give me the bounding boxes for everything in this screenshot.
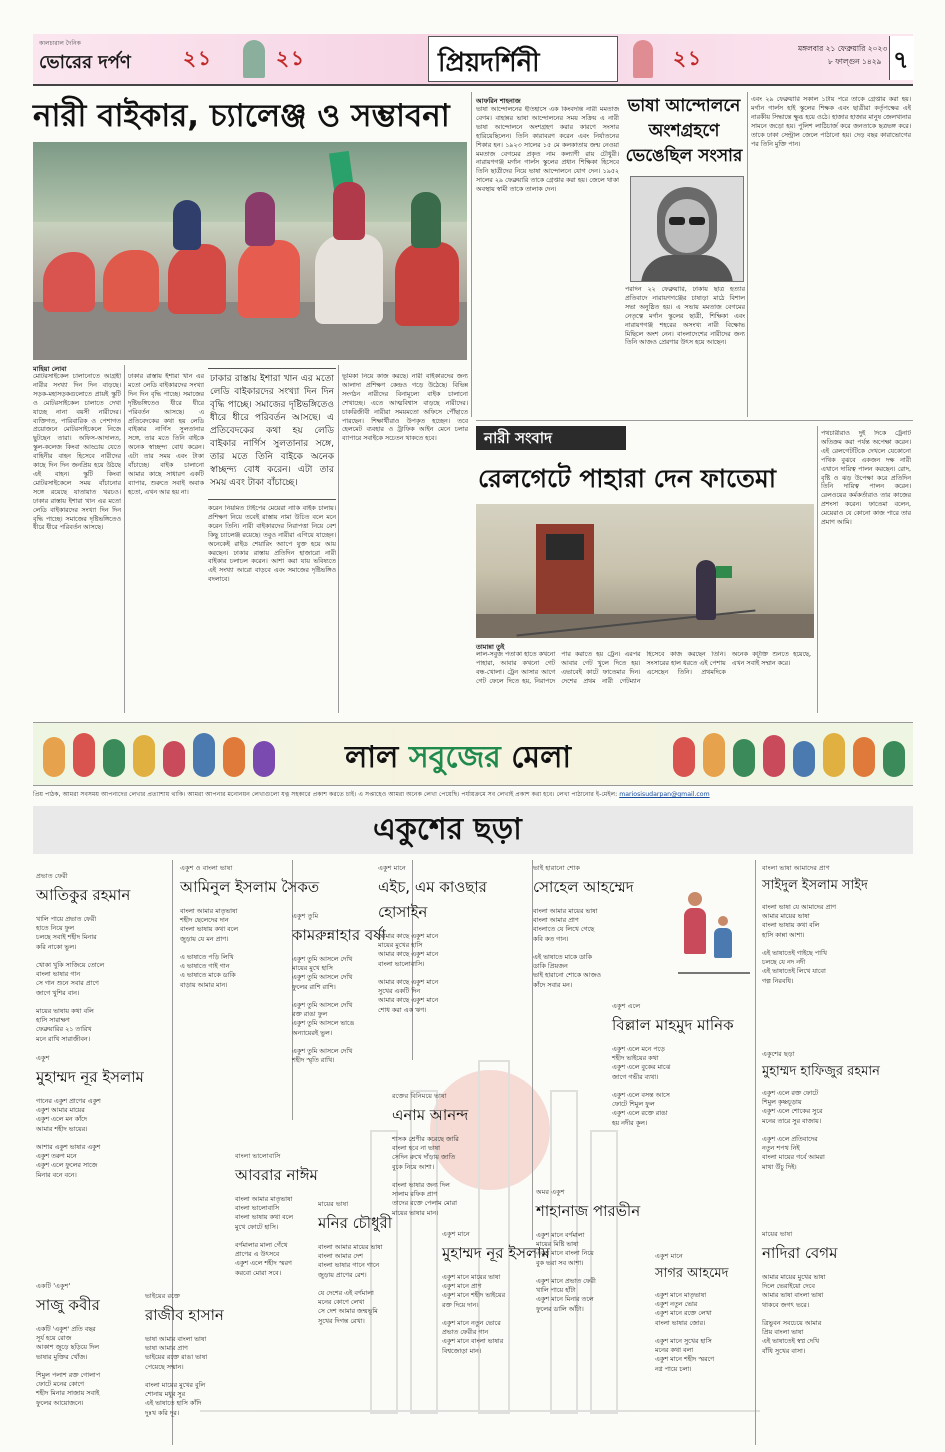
poem-lines: খালি পায়ে প্রভাত ফেরী হাতে নিয়ে ফুল চলছে সবাই শহীদ মিনার করি নাকো ভুল। খোকা খুকি সাজিয়ে তোলে বাংলা ভাষার গান সে গান শুনে সবার প্রাণে জাগে খুশির বান। মায়ের ভাষায় কথা বলি হাসি সারাক্ষণ ফেব্রুয়ারির ২১ তারিখ মনে রাখি সারাজীবন। xyxy=(36,915,105,1043)
poem-18 xyxy=(762,1228,912,1356)
poem-title: মায়ের ভাষা xyxy=(318,1200,349,1208)
poem-lines: বাংলা ভাষা যে আমাদের প্রাণ আমার মায়ের ভাষা বাংলা ভাষায় কথা বলি হাসি কান্না আশা। এই ভাষাতেই গাইছে পাখি চলছে যে নদ নদী এই ভাষাতেই লিখে যাবো গল্প নিরবধি। xyxy=(762,903,836,985)
lang-headline-text: ভাষা আন্দোলনে অংশগ্রহণে ভেঙেছিল সংসার xyxy=(625,96,743,166)
poems-heading-band xyxy=(33,806,913,854)
poem-title: একুশের ছড়া xyxy=(762,1050,795,1058)
women-news-label xyxy=(476,426,626,450)
poem-author: কামরুন্নাহার বর্ষা xyxy=(292,926,386,944)
poem-title: ভাই হারানো শোক xyxy=(533,864,580,872)
mela-title-sabujer: সবুজের xyxy=(408,740,501,775)
women-news-headline xyxy=(478,458,813,500)
poem-12 xyxy=(533,862,673,990)
poem-lines: একটি 'একুশ' প্রতি বছর সূর্য হয়ে রোজ আকাশ জুড়ে ছড়িয়ে দিল ভাষার মুক্তির খোঁজ। শিমুল পলাশ রক্ত গোলাপ ফোটে মনের কোণে শহীদ মিনার সাজায় সবাই ফুলের আয়োজনে। xyxy=(36,1325,101,1407)
mela-banner xyxy=(33,722,913,786)
poem-author: মুহাম্মদ নূর ইসলাম xyxy=(36,1068,144,1086)
lang-col-left: ভাষা আন্দোলনের ইতিহাসে এক কিংবদন্তি নারী মমতাজ বেগম। বাহান্নর ভাষা আন্দোলনের সময় সক্রিয় এ নারী ভাষা আন্দোলনে অংশগ্রহণ করার কারণে সংসার হারিয়েছিলেন। তিনি কারাবরণ করেন এবং নির্যাতনের শিকার হন। ১৯২৩ সালের ১৫ মে কলকাতায় জন্ম নেওয়া মমতাজ বেগমের প্রকৃত নাম কল্যাণী রায় চৌধুরী। নারায়ণগঞ্জ মর্গান গার্লস স্কুলের প্রধান শিক্ষিকা হিসেবে তিনি ছাত্রীদের নিয়ে ভাষা আন্দোলনে যোগ দেন। ১৯৫২ সালের ২৯ ফেব্রুয়ারি তাকে গ্রেপ্তার করা হয়। জেলে থাকা অবস্থায় স্বামী তাকে তালাক দেন। xyxy=(476,106,619,194)
poem-15 xyxy=(655,1250,753,1374)
poem-author: শাহানাজ পারভীন xyxy=(536,1202,641,1220)
poem-lines: একুশ মানে মাতৃভাষা একুশ নতুন ভোর একুশ মানে রক্তে লেখা বাংলা ভাষার জোর। একুশ মানে সুখের হাসি মনের কথা বলা একুশ মানে শহীদ স্মরণে নগ্ন পায়ে চলা। xyxy=(655,1291,715,1373)
poem-author: আতিকুর রহমান xyxy=(36,886,131,904)
date-line: মঙ্গলবার ২১ ফেব্রুয়ারি ২০২৩ xyxy=(798,44,888,53)
women-news-body-right: পথচারীরাও দুই দিকে ট্রেনটি অতিক্রম করা পর্যন্ত অপেক্ষা করেন। এই রেলগেটটিকে দেখলে যেকোনো পথিক বুঝবে একজন দক্ষ নারী এখানে দায়িত্ব পালন করছেন। রোদ, বৃষ্টি ও ঝড় উপেক্ষা করে প্রতিদিন তিনি দায়িত্ব পালন করেন। রেলওয়ের কর্মকর্তারাও তার কাজের প্রশংসা করেন। ফাতেমা বলেন, মেয়েরাও যে কোনো কাজ পারে তার প্রমাণ আমি। xyxy=(821,430,911,527)
poem-author: বিল্লাল মাহমুদ মানিক xyxy=(612,1016,734,1034)
mela-title xyxy=(345,733,571,784)
poem-author: সোহেল আহম্মেদ xyxy=(533,878,634,896)
lead-col-2: ঢাকার রাস্তায় ইশারা খান এর মতো লেডি বাইকারদের সংখ্যা দিন দিন বৃদ্ধি পাচ্ছে। সমাজের দৃষ্টিভঙ্গিতেও ধীরে ধীরে পরিবর্তন আসছে। এ প্রতিবেদকের কথা হয় লেডি বাইকার নার্গিস সুলতানার সঙ্গে, তার মতে তিনি বাইকে অনেক স্বাচ্ছন্দ্য বোধ করেন। এটা তার সময় এবং টাকা বাঁচাচ্ছে। বাইক চালানো আমার কাছে সাধারণ একটি ব্যাপার, শুরুতে সবাই অবাক হতো, এখন আর হয় না। xyxy=(128,373,204,496)
poem-16 xyxy=(762,862,912,986)
poem-author: আবরার নাঈম xyxy=(235,1166,318,1184)
poem-6 xyxy=(145,1290,265,1418)
mela-note-text: প্রিয় পাঠক, আমরা সবসময় আপনাদের লেখার প্রত্যাশায় থাকি। আমরা আপনার মনোনয়ন লেখাগুলো যত্ন সহকারে প্রকাশ করতে চাই। এ সপ্তাহেও আমরা অনেক লেখা পেয়েছি। পর্যায়ক্রমে সব লেখাই প্রকাশ করা হবে। লেখা পাঠানোর ই-মেইল: xyxy=(33,791,618,798)
poem-title: একুশ মানে xyxy=(442,1230,470,1238)
ornament-mid: ২১ xyxy=(276,46,306,70)
poem-title: ভাইয়ের রক্তে xyxy=(145,1292,181,1300)
ornament-left: ২১ xyxy=(183,46,213,70)
poem-14 xyxy=(536,1186,652,1314)
poem-lines: একুশ এলে রক্ত ফোটে শিমুল কৃষ্ণচূড়ায় একুশ এলে শোকের সুরে মনের তারে সুর বাজায়। একুশ এলে প্রতিবাদের নতুন শপথ নিই বাংলা মায়ের গর্বে আমরা মাথা উঁচু দিই। xyxy=(762,1089,825,1171)
family-illustration xyxy=(678,872,750,992)
railway-photo xyxy=(476,504,814,638)
poem-author: সাগর আহমেদ xyxy=(655,1266,729,1281)
mela-title-mela: মেলা xyxy=(511,740,572,775)
headline-text: নারী বাইকার, চ্যালেঞ্জ ও সম্ভাবনা xyxy=(33,98,450,134)
poem-9 xyxy=(378,862,530,1015)
poem-title: একটি 'একুশ' xyxy=(36,1282,71,1290)
poem-author: মুহাম্মদ নূর ইসলাম xyxy=(442,1244,550,1262)
bangla-date-line: ৮ ফাল্গুন ১৪২৯ xyxy=(828,57,882,66)
poem-lines: ভাষা আমার বাংলা ভাষা ভাষা আমার প্রাণ ভাইয়ের রক্তে রাঙা ভাষা পেয়েছে সম্মান। বাংলা মায়ের মুখের বুলি শোনায় মধুর সুর এই ভাষাতে হাসি কাঁদি দুঃখ করি দূর। xyxy=(145,1335,208,1417)
poem-title: একুশ এলে xyxy=(612,1002,641,1010)
poem-lines: বাংলা আমার মায়ের ভাষা বাংলা আমার প্রাণ বাংলাতে যে লিখে গেছে কবি কত গান। এই ভাষাতে মাকে ডাকি ডাকি প্রিয়জন ভাই হারানো শোকে আজও কাঁদে সবার মন। xyxy=(533,907,601,989)
decor-figure-left xyxy=(243,40,265,78)
poem-title: একুশ ও বাংলা ভাষা xyxy=(180,864,233,872)
poem-2 xyxy=(36,1052,186,1180)
poem-lines: শাসক শ্রেণীর করেছে জারি বাংলা হবে না ভাষা সেদিন রুখে দাঁড়ায় জাতি বুকে নিয়ে আশা। বাংলা ভাষার জন্য দিল সালাম রফিক প্রাণ তাদের রক্তে পেলাম মোরা মায়ের ভাষার মান। xyxy=(392,1135,459,1217)
masthead xyxy=(33,34,913,86)
mela-title-lal: লাল xyxy=(345,740,399,775)
poem-lines: একুশ এলে মনে পড়ে শহীদ ভাইয়ের কথা একুশ এলে বুকের মাঝে জাগে গভীর ব্যথা। একুশ এলে বসন্ত আসে ফোটে শিমুল ফুল একুশ এলে রক্তে রাঙা হয় নদীর কূল। xyxy=(612,1045,671,1127)
poem-title: একুশ মানে xyxy=(378,864,406,872)
poem-author: আমিনুল ইসলাম সৈকত xyxy=(180,878,320,896)
poem-13 xyxy=(612,1000,754,1128)
green-flag xyxy=(716,566,732,578)
brand-tagline: কালচারাল দৈনিক xyxy=(39,40,81,47)
mela-note xyxy=(33,789,913,801)
poem-lines: আমার কাছে একুশ মানে মায়ের মুখের হাসি আমার কাছে একুশ মানে বাংলা ভালোবাসি। আমার কাছে একুশ মানে সুখের একটি দিন আমার কাছে একুশ মানে শোধ করা এক ঋণ। xyxy=(378,932,439,1014)
poem-lines: বাংলা আমার মায়ের ভাষা বাংলা আমার দেশ বাংলা ভাষার গানে গানে জুড়ায় প্রাণের রেশ। যে দেশের এই বর্ণমালা মনের কোণে লেখা সে দেশ আমার জন্মভূমি সুখের দিগন্ত রেখা। xyxy=(318,1243,383,1325)
lang-byline: আফরিন শাহনাজ xyxy=(476,97,521,105)
women-news-body: লাল-সবুজ পতাকা হাতে কখনো পাহারা, আবার কখনো গেট বন্ধ-খোলা। ট্রেন আসার আগে গেট ফেলে দিতে হয়, নিরাপদে পার করাতে হয় ট্রেন। এরপর আবার গেট খুলে দিতে হয়। এভাবেই কাটে ফাতেমার দিন। দেশের প্রথম নারী গেটম্যান হিসেবে কাজ করছেন তিনি। সংসারের হাল ধরতে এই পেশায় এসেছেন তিনি। প্রথমদিকে অনেক কটূক্তি শুনতে হয়েছে, এখন সবাই সম্মান করে। xyxy=(476,651,811,685)
poem-title: একুশ xyxy=(36,1054,50,1062)
brand-logo: ভোরের দর্পণ xyxy=(39,52,131,73)
poem-title: প্রভাত ফেরী xyxy=(36,872,68,880)
poem-1 xyxy=(36,870,186,1044)
pullquote-text: ঢাকার রাস্তায় ইশারা খান এর মতো লেডি বাইকারদের সংখ্যা দিন দিন বৃদ্ধি পাচ্ছে। সমাজের দৃষ্টিভঙ্গিতেও ধীরে ধীরে পরিবর্তন আসছে। এ প্রতিবেদকের কথা হয় লেডি বাইকার নার্গিস সুলতানার সঙ্গে, তার মতে তিনি বাইকে অনেক স্বাচ্ছন্দ্য বোধ করেন। এটা তার সময় এবং টাকা বাঁচাচ্ছে। xyxy=(210,374,334,488)
lead-col-3: করেন নিয়মিত টাইপের মেয়েরা নাকি বাইক চালায়। প্রশিক্ষণ নিয়ে তবেই রাস্তায় নামা উচিত বলে মনে করেন তিনি। নারী বাইকারদের নিরাপত্তা নিয়ে বেশ কিছু চ্যালেঞ্জ রয়েছে। তবুও নারীরা এগিয়ে যাচ্ছেন। অনেকেই রাইড শেয়ারিং অ্যাপে যুক্ত হয়ে আয় করছেন। ঢাকার রাস্তায় প্রতিদিন হাজারো নারী বাইকার চলাচল করেন। আশা করা যায় ভবিষ্যতে এই সংখ্যা আরো বাড়বে এবং সমাজের দৃষ্টিভঙ্গিও বদলাবে। xyxy=(208,505,336,584)
poems-heading: একুশের ছড়া xyxy=(373,812,522,847)
poem-title: বাংলা ভাষা আমাদের প্রাণ xyxy=(762,864,830,872)
decor-figure-right xyxy=(633,40,653,78)
poem-lines: বাংলা আমার মাতৃভাষা শহীদ ছেলেদের দান বাংলা ভাষায় কথা বলে জুড়ায় যে মন প্রাণ। এ ভাষাতে পড়ি লিখি এ ভাষাতে গাই গান এ ভাষাতে মাকে ডাকি বাড়ায় আমার মান। xyxy=(180,907,238,989)
lead-col-1: মোটরসাইকেল চালানোতে আগ্রহী নারীর সংখ্যা দিন দিন বাড়ছে। সড়ক-মহাসড়কগুলোতে প্রায়ই স্কুটি ও মোটরসাইকেল চালাতে দেখা যাচ্ছে নানা বয়সী নারীদের। ব্যক্তিগত, পারিবারিক ও পেশাগত প্রয়োজনে মোটরসাইকেলে নিজে ছুটছেন তারা। অফিস-আদালত, স্কুল-কলেজ কিংবা আড্ডায় যেতে বাহিনীর বাহন হিসেবে নারীদের কাছে দিন দিন জনপ্রিয় হয়ে উঠছে এই বাহন। স্কুটি কিংবা মোটরসাইকেলে সময় বাঁচানোর সঙ্গে রয়েছে যাতায়াত খরচও। ঢাকার রাস্তায় ইশারা খান এর মতো লেডি বাইকারদের সংখ্যা দিন দিন বৃদ্ধি পাচ্ছে। সমাজের দৃষ্টিভঙ্গিতেও ধীরে ধীরে পরিবর্তন আসছে। xyxy=(33,373,121,532)
poem-author: এনাম আনন্দ xyxy=(392,1106,469,1124)
women-news-headline-text: রেলগেটে পাহারা দেন ফাতেমা xyxy=(478,464,776,493)
poem-title: একুশ মানে xyxy=(655,1252,683,1260)
poem-title: অমর একুশ xyxy=(536,1188,565,1196)
poem-author: সাইদুল ইসলাম সাইদ xyxy=(762,878,868,893)
poem-lines: একুশ মানে বর্ণমালা মায়ের মিষ্টি ভাষা একুশ মানে বাংলা নিয়ে বুক ভরা সব আশা। একুশ মানে প্রভাত ফেরী খালি পায়ে হাঁটা একুশ মানে মিনার তলে ফুলের ডালি আঁটা। xyxy=(536,1231,596,1313)
section-title: প্রিয়দর্শিনী xyxy=(438,48,540,78)
bikers-photo xyxy=(33,142,467,360)
poem-lines: আমার মায়ের মুখের ভাষা দিলে ভেরাইয়ো দেবে আমার ভাষা বাংলা ভাষা থাকবে জগৎ ভরে। ত্রিভুবন সবচেয়ে আমার প্রিয় বাংলা ভাষা এই ভাষাতেই স্বপ্ন দেখি বাঁধি সুখের বাসা। xyxy=(762,1273,826,1355)
lang-col-mid: পরদিন ২২ ফেব্রুয়ারি, ঢাকায় ছাত্র হত্যার প্রতিবাদে নারায়ণগঞ্জের চাষাড়া মাঠে বিশাল সভা অনুষ্ঠিত হয়। এ সভায় মমতাজ বেগমের নেতৃত্বে মর্গান স্কুলের ছাত্রী, শিক্ষিকা এবং নারায়ণগঞ্জ শহরের অসংখ্য নারী বিক্ষোভ মিছিলে অংশ নেন। বাংলাদেশের নারীদের জন্য তিনি আজও প্রেরণার উৎস হয়ে আছেন। xyxy=(625,286,745,347)
lead-col-4: ভূমিকা নিয়ে কাজ করছে। নারী বাইকারদের জন্য আলাদা প্রশিক্ষণ কেন্দ্রও গড়ে উঠেছে। বিভিন্ন সংগঠন নারীদের বিনামূল্যে বাইক চালানো শেখাচ্ছে। এতে আত্মবিশ্বাস বাড়ছে নারীদের। চাকরিজীবী নারীরা সময়মতো অফিসে পৌঁছাতে পারছেন। শিক্ষার্থীরাও উপকৃত হচ্ছেন। তবে হেলমেট ব্যবহার ও ট্রাফিক আইন মেনে চলার ব্যাপারে সবাইকে সচেতন থাকতে হবে। xyxy=(342,373,468,443)
poem-author: এইচ, এম কাওছার হোসাইন xyxy=(378,878,487,921)
poem-lines: বাংলা আমার মাতৃভাষা বাংলা ভালোবাসি বাংলা ভাষায় কথা বলে মুখে ফোটে হাসি। বর্ণমালার মালা গেঁথে প্রাণের এ উৎসবে একুশ এলে শহীদ স্মরণ করবো মোরা সবে। xyxy=(235,1195,293,1277)
ornament-right: ২১ xyxy=(673,46,703,70)
lead-headline xyxy=(33,92,463,140)
poem-title: একুশ তুমি xyxy=(292,912,319,920)
poem-title: বাংলা ভালোবাসি xyxy=(235,1152,281,1160)
women-news-label-text: নারী সংবাদ xyxy=(484,429,553,447)
poem-author: রাজীব হাসান xyxy=(145,1306,224,1324)
poem-author: নাদিরা বেগম xyxy=(762,1244,838,1262)
momtaz-portrait xyxy=(630,176,744,282)
women-news-byline: তামান্না তুই xyxy=(476,643,505,651)
poem-author: মুহাম্মদ হাফিজুর রহমান xyxy=(762,1064,880,1079)
poem-title: রক্তের বিনিময়ে ভাষা xyxy=(392,1092,447,1100)
poem-author: মনির চৌধুরী xyxy=(318,1214,393,1232)
page-number: ৭ xyxy=(893,46,909,74)
lead-byline: মাহিয়া লোবা xyxy=(33,365,67,373)
poem-17 xyxy=(762,1048,912,1172)
lang-headline xyxy=(625,94,743,174)
pullquote-box xyxy=(208,368,336,500)
poem-title: মায়ের ভাষা xyxy=(762,1230,793,1238)
poem-lines: একুশ মানে মায়ের ভাষা একুশ মানে প্রাণ একুশ মানে শহীদ ভাইয়ের রক্ত দিয়ে দান। একুশ মানে নতুন ভোরে প্রভাত ফেরীর গান একুশ মানে বাংলা ভাষার বিশ্বজোড়া মান। xyxy=(442,1273,506,1355)
poem-lines: একুশ তুমি আসলে দেখি মায়ের মুখে হাসি একুশ তুমি আসলে দেখি ফুলের রাশি রাশি। একুশ তুমি আসলে দেখি রক্ত রাঙা ফুল একুশ তুমি আসলে ভাঙে অন্যায়েরই ভুল। একুশ তুমি আসলে দেখি শহীদ স্মৃতি রাখি। xyxy=(292,955,355,1065)
lang-col-right: এবং ২৯ ফেব্রুয়ারি সকাল ১টায় পরে তাকে গ্রেপ্তার করা হয়। মর্গান গার্লস হাই স্কুলের শিক্ষক এবং ছাত্রীরা কর্তৃপক্ষের এই নারকীয় সিদ্ধান্তে ক্ষুব্ধ হয়ে ওঠে। হাজার হাজার মানুষ জেলখানার সামনে জড়ো হয়। পুলিশ লাঠিচার্জ করে জনতাকে ছত্রভঙ্গ করে। তাকে ঢাকা সেন্ট্রাল জেলে পাঠানো হয়। দেড় বছর কারাভোগের পর তিনি মুক্তি পান। xyxy=(751,96,911,148)
mela-email-link[interactable]: mariosisudarpan@gmail.com xyxy=(619,791,710,798)
poem-10 xyxy=(392,1090,532,1218)
poem-author: সাজু কবীর xyxy=(36,1296,100,1314)
poem-lines: গানের একুশ প্রাণের একুশ একুশ আমার মায়ের একুশ এলে মন কাঁদে আমার শহীদ ভায়ের। আশার একুশ ভাষার একুশ একুশ তরুণ মনে একুশ এলে ফুলের সাজে মিনার বনে বনে। xyxy=(36,1097,101,1179)
